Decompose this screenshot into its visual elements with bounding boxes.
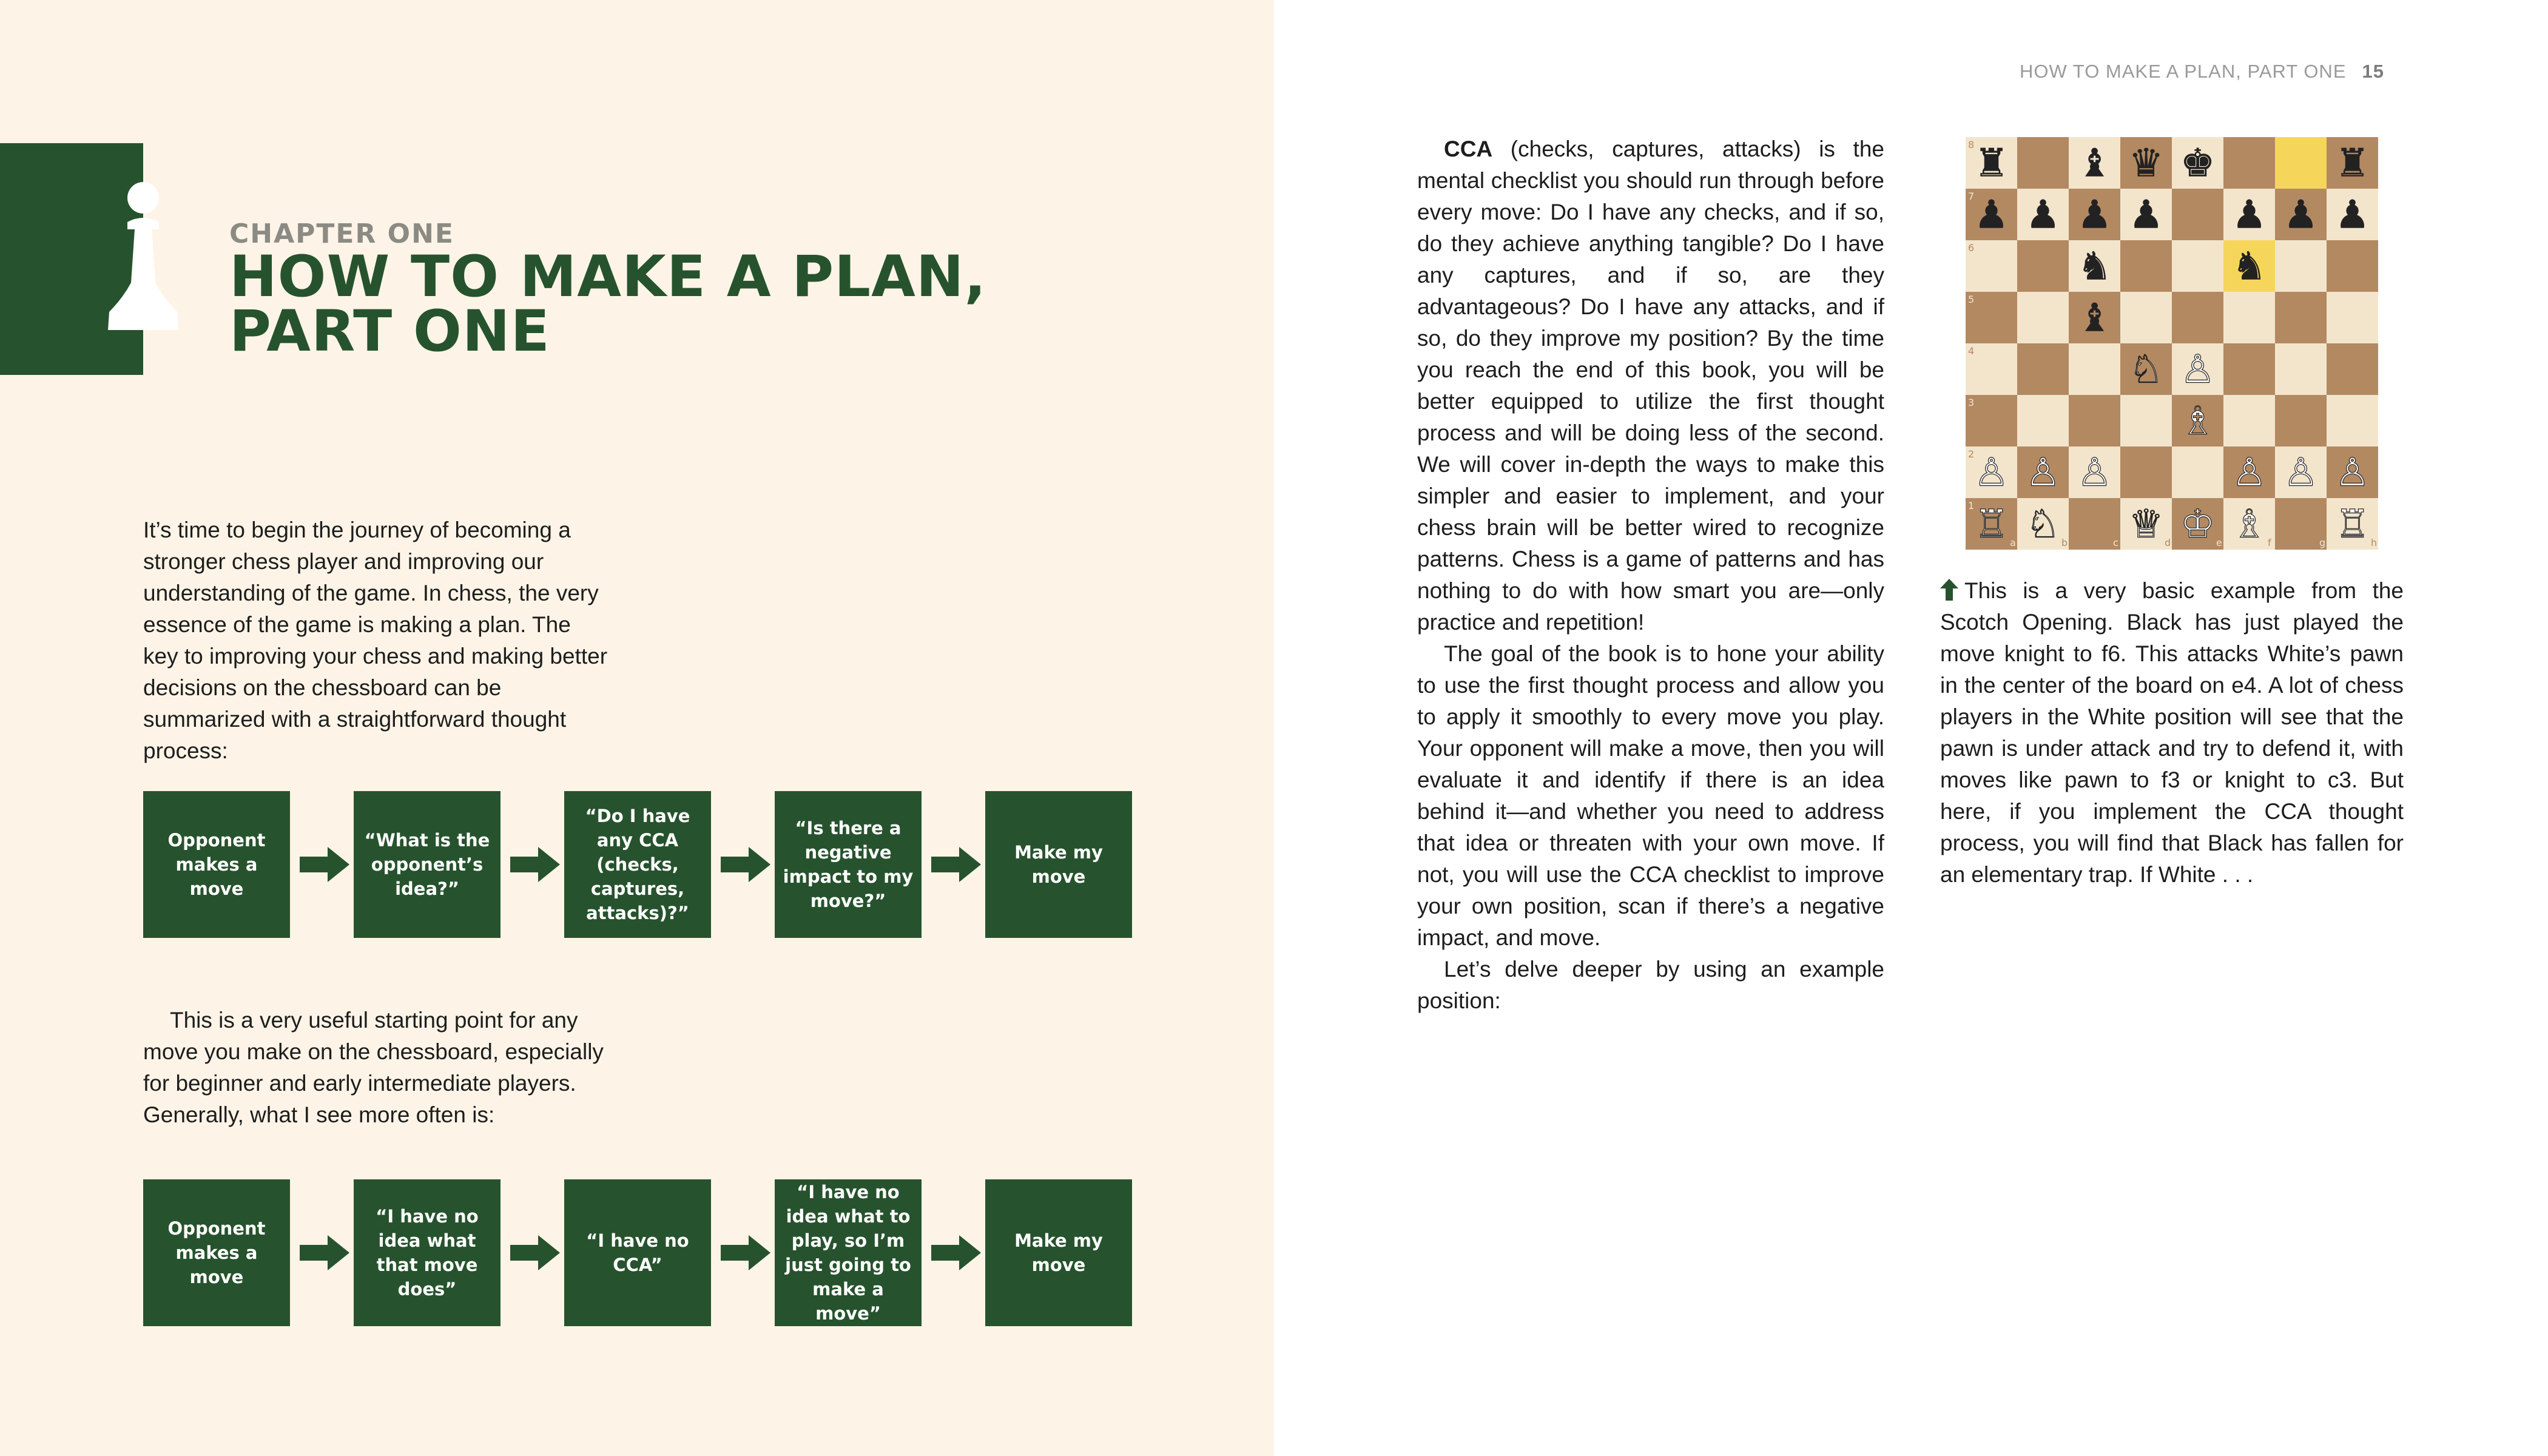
file-label: a [2010, 537, 2016, 548]
cca-paragraph [1417, 133, 1884, 638]
square-f5 [2223, 292, 2275, 343]
chess-piece-h7: ♟ [2334, 192, 2370, 238]
chess-piece-f2: ♙ [2231, 450, 2267, 496]
chess-piece-c2: ♙ [2077, 450, 2112, 496]
flow-step: Opponent makes a move [143, 791, 290, 938]
chess-piece-d8: ♛ [2128, 141, 2164, 186]
arrow-right-icon [510, 1235, 560, 1270]
chess-piece-e8: ♚ [2180, 141, 2216, 186]
square-b6 [2017, 240, 2069, 292]
intro-paragraph: It’s time to begin the journey of becoming a stronger chess player and improving our understanding of the game. In chess, the very essence of the game is making a plan. The key to improving your chess and making better decisions on the chessboard can be summarized with a straightforward thought process: [143, 517, 608, 763]
chess-piece-f6: ♞ [2231, 244, 2267, 289]
chess-piece-b1: ♘ [2025, 502, 2061, 547]
chess-piece-d4: ♘ [2128, 347, 2164, 393]
square-h3 [2327, 395, 2378, 447]
rank-label: 6 [1968, 242, 1975, 254]
arrow-right-icon [510, 847, 560, 882]
arrow-right-icon [721, 1235, 770, 1270]
rank-label: 7 [1968, 190, 1975, 202]
board-caption [1940, 575, 2404, 891]
chessboard-diagram [1966, 137, 2378, 550]
file-label: b [2061, 537, 2068, 548]
board-caption-text: This is a very basic example from the Scotch Opening. Black has just played the move knight to f6. This attacks White’s pawn in the center of the board on e4. A lot of chess players in the White position will see that the pawn is under attack and try to defend it, with moves like pawn to f3 or knight to c3. But here, if you implement the CCA thought process, you will find that Black has fallen for an elementary trap. If White . . . [1940, 578, 2404, 887]
square-f3 [2223, 395, 2275, 447]
square-d2 [2120, 447, 2172, 498]
square-h5 [2327, 292, 2378, 343]
square-e6 [2172, 240, 2223, 292]
square-b3 [2017, 395, 2069, 447]
square-b8 [2017, 137, 2069, 189]
square-f8 [2223, 137, 2275, 189]
flow-step: “I have no CCA” [564, 1179, 711, 1326]
chess-piece-c8: ♝ [2077, 141, 2112, 186]
chess-piece-h1: ♖ [2334, 502, 2370, 547]
file-label: f [2268, 537, 2271, 548]
rank-label: 2 [1968, 448, 1975, 460]
chess-piece-f7: ♟ [2231, 192, 2267, 238]
square-g6 [2275, 240, 2327, 292]
square-g3 [2275, 395, 2327, 447]
flow-step: “Is there a negative impact to my move?” [775, 791, 922, 938]
chess-piece-a2: ♙ [1973, 450, 2009, 496]
square-d5 [2120, 292, 2172, 343]
chess-piece-b2: ♙ [2025, 450, 2061, 496]
thought-process-flow-ideal [143, 791, 1132, 938]
arrow-right-icon [931, 847, 981, 882]
chess-piece-b7: ♟ [2025, 192, 2061, 238]
chess-piece-c7: ♟ [2077, 192, 2112, 238]
page-number: 15 [2362, 61, 2384, 82]
goal-paragraph: The goal of the book is to hone your ability to use the first thought process and allow you to apply it smoothly to every move you play. Your opponent will make a move, then you will evaluate it and identify if there is an idea behind it—and whether you need to address that idea or threaten with your own move. If not, you will use the CCA checklist to improve your own position, scan if there’s a negative impact, and move. [1417, 641, 1884, 950]
rank-label: 3 [1968, 397, 1975, 408]
arrow-right-icon [300, 1235, 349, 1270]
chess-piece-c5: ♝ [2077, 295, 2112, 341]
rank-label: 8 [1968, 139, 1975, 150]
chapter-title-line-1: HOW TO MAKE A PLAN, [229, 244, 987, 310]
arrow-right-icon [721, 847, 770, 882]
second-paragraph: This is a very useful starting point for any move you make on the chessboard, especially for beginner and early intermediate players. Generally, what I see more often is: [143, 1008, 604, 1127]
flow-step: “I have no idea what to play, so I’m just going to make a move” [775, 1179, 922, 1326]
chess-piece-h8: ♜ [2334, 141, 2370, 186]
chapter-title [229, 244, 987, 365]
file-label: c [2113, 537, 2118, 548]
chapter-title-line-2: PART ONE [229, 298, 550, 365]
rank-label: 1 [1968, 500, 1975, 511]
square-d3 [2120, 395, 2172, 447]
running-head [2020, 61, 2384, 83]
square-g4 [2275, 343, 2327, 395]
thought-process-flow-common [143, 1179, 1132, 1326]
example-intro-paragraph: Let’s delve deeper by using an example position: [1417, 957, 1884, 1013]
rank-label: 5 [1968, 294, 1975, 305]
square-h6 [2327, 240, 2378, 292]
file-label: e [2216, 537, 2222, 548]
file-label: h [2371, 537, 2378, 548]
square-b5 [2017, 292, 2069, 343]
flow-step: “I have no idea what that move does” [354, 1179, 500, 1326]
cca-term: CCA [1444, 136, 1493, 161]
square-f4 [2223, 343, 2275, 395]
rank-label: 4 [1968, 345, 1975, 357]
square-g8 [2275, 137, 2327, 189]
square-e2 [2172, 447, 2223, 498]
square-g5 [2275, 292, 2327, 343]
chess-piece-d7: ♟ [2128, 192, 2164, 238]
flow-step: Opponent makes a move [143, 1179, 290, 1326]
chess-piece-g2: ♙ [2283, 450, 2319, 496]
square-e5 [2172, 292, 2223, 343]
square-c4 [2069, 343, 2120, 395]
square-h4 [2327, 343, 2378, 395]
arrow-right-icon [931, 1235, 981, 1270]
chess-piece-e4: ♙ [2180, 347, 2216, 393]
chess-piece-a7: ♟ [1973, 192, 2009, 238]
flow-step: Make my move [985, 791, 1132, 938]
chess-piece-e3: ♗ [2180, 399, 2216, 444]
square-d6 [2120, 240, 2172, 292]
cca-paragraph-text: (checks, captures, attacks) is the mental checklist you should run through before every move: Do I have any checks, and if so, do they achieve anything tangible? Do I have any captures, and if so, are they advantageous? Do I have any attacks, and if so, do they improve my position? By the time you reach the end of this book, you will be better equipped to utilize the first thought process and will be doing less of the second. We will cover in-depth the ways to make this simpler and easier to implement, and your chess brain will be better wired to recognize patterns. Chess is a game of patterns and has nothing to do with how smart you are—only practice and repetition! [1417, 136, 1884, 635]
right-text-column [1417, 133, 1884, 1017]
arrow-up-icon [1940, 579, 1958, 601]
chess-piece-c6: ♞ [2077, 244, 2112, 289]
chess-piece-h2: ♙ [2334, 450, 2370, 496]
chapter-label: CHAPTER ONE [229, 218, 454, 249]
chess-piece-e1: ♔ [2180, 502, 2216, 547]
chess-piece-d1: ♕ [2128, 502, 2164, 547]
running-head-title: HOW TO MAKE A PLAN, PART ONE [2020, 61, 2347, 82]
file-label: d [2165, 537, 2171, 548]
square-c3 [2069, 395, 2120, 447]
flow-step: “Do I have any CCA (checks, captures, attacks)?” [564, 791, 711, 938]
chess-piece-a8: ♜ [1973, 141, 2009, 186]
square-b4 [2017, 343, 2069, 395]
file-label: g [2319, 537, 2326, 548]
arrow-right-icon [300, 847, 349, 882]
flow-step: “What is the opponent’s idea?” [354, 791, 500, 938]
square-e7 [2172, 189, 2223, 240]
chess-piece-a1: ♖ [1973, 502, 2009, 547]
chess-piece-g7: ♟ [2283, 192, 2319, 238]
pawn-icon [101, 180, 186, 343]
flow-step: Make my move [985, 1179, 1132, 1326]
chess-piece-f1: ♗ [2231, 502, 2267, 547]
